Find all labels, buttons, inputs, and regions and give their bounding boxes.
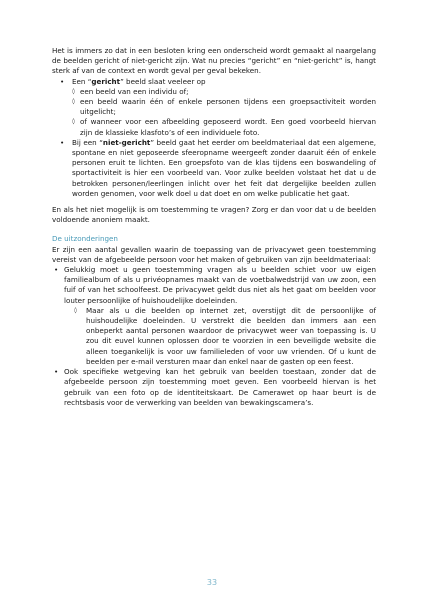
bullet-nietgericht-bold: niet-gericht xyxy=(102,137,151,147)
bullet-gericht-pre: Een “ xyxy=(72,76,92,86)
gericht-sub-list xyxy=(72,87,376,138)
gericht-bullet-list xyxy=(52,77,376,199)
gericht-sub-text: een beeld van een individu of; xyxy=(80,86,189,96)
exception-item xyxy=(52,265,376,367)
exception-item xyxy=(52,367,376,408)
gericht-sub-item xyxy=(72,97,376,117)
bullet-gericht-post: ” beeld slaat veeleer op xyxy=(120,76,206,86)
diamond-bullet-icon: ◊ xyxy=(74,306,77,314)
intro-paragraph: Het is immers zo dat in een besloten kring een onderscheid wordt gemaakt al naargelang de beelden gericht of niet-gericht zijn. Wat nu precies “gericht” en “niet-gericht” is, hangt sterk af van de context en wordt geval per geval bekeken. xyxy=(52,46,376,76)
bullet-icon: • xyxy=(60,137,65,147)
exception-sub-list xyxy=(64,306,376,367)
bullet-icon: • xyxy=(54,265,59,275)
exception-text: Ook specifieke wetgeving kan het gebruik van beelden toestaan, zonder dat de afgebeelde persoon zijn toestemming moet geven. Een voorbeeld hiervan is het gebruik van een foto op de identiteitskaart. De Camerawet op haar beurt is de rechtsbasis voor de verwerking van beelden van bewakingscamera’s. xyxy=(64,367,376,407)
bullet-icon: • xyxy=(54,367,59,377)
section-heading: De uitzonderingen xyxy=(52,234,118,244)
gericht-sub-text: of wanneer voor een afbeelding geposeerd wordt. Een goed voorbeeld hiervan zijn de klassieke klasfoto’s of een individuele foto. xyxy=(80,117,376,137)
page-content xyxy=(52,46,376,408)
question-paragraph: En als het niet mogelijk is om toestemming te vragen? Zorg er dan voor dat u de beelden voldoende anoniem maakt. xyxy=(52,205,376,225)
bullet-gericht xyxy=(52,77,376,138)
bullet-gericht-bold: gericht xyxy=(91,76,121,86)
exceptions-list xyxy=(52,265,376,408)
bullet-nietgericht-pre: Bij een “ xyxy=(72,137,103,147)
diamond-bullet-icon: ◊ xyxy=(72,87,75,95)
gericht-sub-item xyxy=(72,87,376,97)
bullet-niet-gericht xyxy=(52,138,376,199)
gericht-sub-text: een beeld waarin één of enkele personen tijdens een groepsactiviteit worden uitgelicht; xyxy=(80,97,376,117)
bullet-icon: • xyxy=(60,76,65,86)
exception-sub-text: Maar als u die beelden op internet zet, overstijgt dit de persoonlijke of huishoudelijke doeleinden. U verstrekt die beelden dan immers aan een onbeperkt aantal personen waardoor de privacywet weer van toepassing is. U zou dit euvel kunnen oplossen door te voorzien in een beveiligde website die alleen toegankelijk is voor uw familieleden of voor uw vrienden. Of u kunt de beelden per e-mail versturen maar dan enkel naar de gasten op een feest. xyxy=(86,305,376,366)
page-number: 33 xyxy=(206,578,218,587)
exception-sub-item xyxy=(64,306,376,367)
diamond-bullet-icon: ◊ xyxy=(72,118,75,126)
diamond-bullet-icon: ◊ xyxy=(72,98,75,106)
gericht-sub-item xyxy=(72,117,376,137)
exceptions-intro: Er zijn een aantal gevallen waarin de toepassing van de privacywet geen toestemming vereist van de afgebeelde persoon voor het maken of gebruiken van zijn beeldmateriaal: xyxy=(52,244,376,264)
exception-text: Gelukkig moet u geen toestemming vragen als u beelden schiet voor uw eigen familiealbum of als u privéopnames maakt van de voetbalwedstrijd van uw zoon, een fuif of van het schoolfeest. De privacywet geldt dus niet als het gaat om beelden voor louter persoonlijke of huishoudelijke doeleinden. xyxy=(64,265,376,305)
bullet-nietgericht-post: ” beeld gaat het eerder om beeldmateriaal dat een algemene, spontane en niet geposeerde sfeeropname weergeeft zonder daaruit één of enkele personen eruit te lichten. Een groepsfoto van de klas tijdens een boswandeling of sportactiviteit is hier een voorbeeld van. Voor zulke beelden volstaat het dat u de betrokken personen/leerlingen inlicht over het feit dat dergelijke beelden zullen worden genomen, voor welk doel u dat doet en om welke publicatie het gaat. xyxy=(72,137,376,198)
